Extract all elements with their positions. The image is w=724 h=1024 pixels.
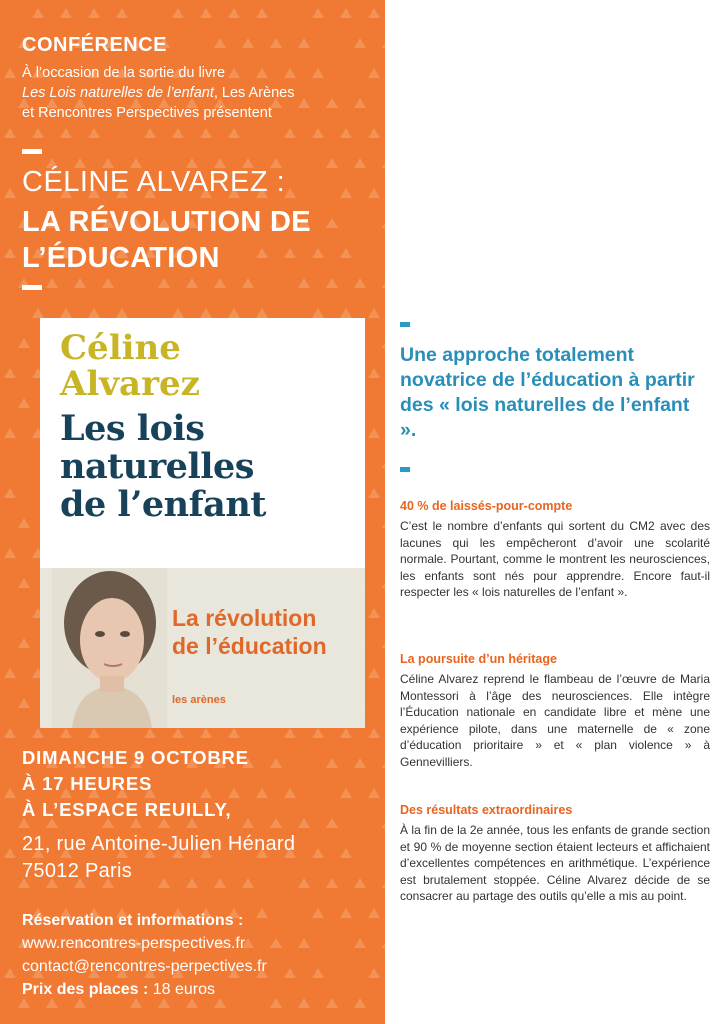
triangle-decoration xyxy=(382,158,385,168)
triangle-decoration xyxy=(102,278,114,288)
section-heading: La poursuite d’un héritage xyxy=(400,652,557,666)
triangle-decoration xyxy=(4,428,16,438)
portrait-image xyxy=(52,568,167,728)
triangle-decoration xyxy=(340,248,352,258)
triangle-decoration xyxy=(60,308,72,318)
triangle-decoration xyxy=(340,128,352,138)
book-author xyxy=(60,330,200,402)
price-value: 18 euros xyxy=(148,981,216,998)
triangle-decoration xyxy=(214,38,226,48)
triangle-decoration xyxy=(256,8,268,18)
triangle-decoration xyxy=(340,908,352,918)
triangle-decoration xyxy=(74,278,86,288)
triangle-decoration xyxy=(382,638,385,648)
triangle-decoration xyxy=(172,728,184,738)
triangle-decoration xyxy=(340,788,352,798)
book-subtitle xyxy=(172,604,327,660)
book-cover xyxy=(40,318,365,728)
triangle-decoration xyxy=(88,8,100,18)
triangle-decoration xyxy=(270,38,282,48)
triangle-decoration xyxy=(368,488,380,498)
triangle-decoration xyxy=(382,758,385,768)
triangle-decoration xyxy=(368,908,380,918)
price-label: Prix des places : xyxy=(22,981,149,998)
book-subtitle-line-1: La révolution xyxy=(172,605,317,631)
triangle-decoration xyxy=(368,608,380,618)
intro-text xyxy=(22,63,372,123)
triangle-decoration xyxy=(326,998,338,1008)
triangle-decoration xyxy=(158,278,170,288)
event-venue: À L’ESPACE REUILLY, xyxy=(22,799,232,820)
book-title-line-1: Les lois xyxy=(60,408,205,449)
triangle-decoration xyxy=(4,728,16,738)
triangle-decoration xyxy=(116,8,128,18)
event-address xyxy=(22,831,295,885)
triangle-decoration xyxy=(60,728,72,738)
triangle-decoration xyxy=(270,758,282,768)
triangle-decoration xyxy=(298,878,310,888)
triangle-decoration xyxy=(18,638,30,648)
triangle-decoration xyxy=(32,728,44,738)
triangle-decoration xyxy=(270,818,282,828)
triangle-decoration xyxy=(172,308,184,318)
triangle-decoration xyxy=(354,158,366,168)
triangle-decoration xyxy=(228,728,240,738)
triangle-decoration xyxy=(312,968,324,978)
triangle-decoration xyxy=(32,128,44,138)
intro-line-3: et Rencontres Perspectives présentent xyxy=(22,105,272,121)
triangle-decoration xyxy=(18,698,30,708)
triangle-decoration xyxy=(88,308,100,318)
triangle-decoration xyxy=(382,338,385,348)
triangle-decoration xyxy=(4,848,16,858)
triangle-decoration xyxy=(88,128,100,138)
triangle-decoration xyxy=(354,878,366,888)
address-street: 21, rue Antoine-Julien Hénard xyxy=(22,833,296,855)
triangle-decoration xyxy=(354,278,366,288)
intro-line-1: À l’occasion de la sortie du livre xyxy=(22,65,226,81)
triangle-decoration xyxy=(200,308,212,318)
book-title-line-3: de l’enfant xyxy=(60,484,266,525)
divider-top xyxy=(22,149,42,154)
right-divider-top xyxy=(400,322,410,327)
speaker-name: CÉLINE ALVAREZ : xyxy=(22,166,286,198)
triangle-decoration xyxy=(298,38,310,48)
intro-line-2: , Les Arènes xyxy=(213,85,295,101)
event-date xyxy=(22,745,249,823)
triangle-decoration xyxy=(172,128,184,138)
triangle-decoration xyxy=(200,728,212,738)
triangle-decoration xyxy=(340,8,352,18)
triangle-decoration xyxy=(144,728,156,738)
triangle-decoration xyxy=(340,848,352,858)
triangle-decoration xyxy=(326,158,338,168)
triangle-decoration xyxy=(284,128,296,138)
triangle-decoration xyxy=(172,8,184,18)
event-date-time: À 17 HEURES xyxy=(22,773,153,794)
triangle-decoration xyxy=(60,128,72,138)
triangle-decoration xyxy=(298,938,310,948)
section-text: Céline Alvarez reprend le flambeau de l’œuvre de Maria Montessori à l’âge des neurosciences. Elle intègre l’Éducation nationale en candidate libre et mène une expérience pilote, dans une maternelle de « zone d’éducation prioritaire » et « plan violence » à Gennevilliers. xyxy=(400,672,710,769)
event-title-line-2: L’ÉDUCATION xyxy=(22,242,220,274)
triangle-decoration xyxy=(382,578,385,588)
event-title xyxy=(22,204,311,276)
triangle-decoration xyxy=(4,548,16,558)
triangle-decoration xyxy=(32,8,44,18)
triangle-decoration xyxy=(18,398,30,408)
triangle-decoration xyxy=(284,968,296,978)
triangle-decoration xyxy=(270,998,282,1008)
triangle-decoration xyxy=(4,788,16,798)
triangle-decoration xyxy=(368,968,380,978)
address-city: 75012 Paris xyxy=(22,860,133,882)
triangle-decoration xyxy=(312,848,324,858)
triangle-decoration xyxy=(144,128,156,138)
triangle-decoration xyxy=(46,278,58,288)
triangle-decoration xyxy=(312,728,324,738)
section-text: À la fin de la 2e année, tous les enfants de grande section et 90 % de moyenne section étaient lecteurs et affichaient d’excellentes compétences en arithmétique. L’expérience est brutalement stoppée. Céline Alvarez décide de se consacrer au partage des outils qu’elle a mis au point. xyxy=(400,823,710,904)
triangle-decoration xyxy=(368,128,380,138)
triangle-decoration xyxy=(326,218,338,228)
triangle-decoration xyxy=(354,758,366,768)
headline: Une approche totalement novatrice de l’éducation à partir des « lois naturelles de l’enfant ». xyxy=(400,344,695,441)
triangle-decoration xyxy=(368,8,380,18)
triangle-decoration xyxy=(298,278,310,288)
triangle-decoration xyxy=(354,38,366,48)
triangle-decoration xyxy=(228,308,240,318)
section-text: C’est le nombre d’enfants qui sortent du CM2 avec des lacunes qui les empêcheront d’avoir une scolarité normale. Pourtant, comme le montrent les neurosciences, les enfants sont nés pour apprendre. Encore faut-il respecter les « lois naturelles de l’enfant ». xyxy=(400,519,710,600)
triangle-decoration xyxy=(298,998,310,1008)
triangle-decoration xyxy=(368,308,380,318)
conference-label: CONFÉRENCE xyxy=(22,34,168,56)
triangle-decoration xyxy=(4,668,16,678)
triangle-decoration xyxy=(340,728,352,738)
triangle-decoration xyxy=(200,128,212,138)
triangle-decoration xyxy=(4,188,16,198)
triangle-decoration xyxy=(382,878,385,888)
triangle-decoration xyxy=(312,128,324,138)
triangle-decoration xyxy=(312,308,324,318)
triangle-decoration xyxy=(382,278,385,288)
triangle-decoration xyxy=(382,458,385,468)
right-divider-bottom xyxy=(400,467,410,472)
triangle-decoration xyxy=(382,218,385,228)
triangle-decoration xyxy=(60,8,72,18)
triangle-decoration xyxy=(368,188,380,198)
triangle-decoration xyxy=(214,278,226,288)
triangle-decoration xyxy=(382,818,385,828)
email-link[interactable]: contact@rencontres-perpectives.fr xyxy=(22,958,267,975)
book-subtitle-line-2: de l’éducation xyxy=(172,633,327,659)
reservation-label: Réservation et informations : xyxy=(22,912,244,929)
triangle-decoration xyxy=(354,998,366,1008)
triangle-decoration xyxy=(326,758,338,768)
triangle-decoration xyxy=(256,308,268,318)
event-title-line-1: LA RÉVOLUTION DE xyxy=(22,206,311,238)
triangle-decoration xyxy=(284,188,296,198)
triangle-decoration xyxy=(32,308,44,318)
triangle-decoration xyxy=(228,128,240,138)
triangle-decoration xyxy=(18,518,30,528)
website-link[interactable]: www.rencontres-perspectives.fr xyxy=(22,935,246,952)
triangle-decoration xyxy=(242,278,254,288)
triangle-decoration xyxy=(368,368,380,378)
triangle-decoration xyxy=(18,338,30,348)
triangle-decoration xyxy=(298,818,310,828)
triangle-decoration xyxy=(368,668,380,678)
triangle-decoration xyxy=(312,8,324,18)
triangle-decoration xyxy=(4,488,16,498)
section-heading: 40 % de laissés-pour-compte xyxy=(400,499,573,513)
triangle-decoration xyxy=(354,938,366,948)
divider-bottom xyxy=(22,285,42,290)
section-heading: Des résultats extraordinaires xyxy=(400,803,573,817)
triangle-decoration xyxy=(340,188,352,198)
triangle-decoration xyxy=(18,578,30,588)
triangle-decoration xyxy=(382,38,385,48)
triangle-decoration xyxy=(284,788,296,798)
book-author-last: Alvarez xyxy=(60,364,200,404)
triangle-decoration xyxy=(326,278,338,288)
triangle-decoration xyxy=(186,278,198,288)
triangle-decoration xyxy=(312,248,324,258)
triangle-decoration xyxy=(256,788,268,798)
triangle-decoration xyxy=(284,728,296,738)
intro-book-title: Les Lois naturelles de l’enfant xyxy=(22,85,214,101)
triangle-decoration xyxy=(228,8,240,18)
triangle-decoration xyxy=(4,248,16,258)
triangle-decoration xyxy=(382,938,385,948)
triangle-decoration xyxy=(116,308,128,318)
triangle-decoration xyxy=(368,428,380,438)
publisher-logo: les arènes xyxy=(172,694,226,706)
triangle-decoration xyxy=(382,518,385,528)
triangle-decoration xyxy=(368,788,380,798)
triangle-decoration xyxy=(4,368,16,378)
book-author-first: Céline xyxy=(60,328,181,368)
triangle-decoration xyxy=(368,728,380,738)
triangle-decoration xyxy=(326,818,338,828)
triangle-decoration xyxy=(270,938,282,948)
reservation-info xyxy=(22,909,267,1001)
triangle-decoration xyxy=(242,38,254,48)
triangle-decoration xyxy=(326,878,338,888)
book-title-line-2: naturelles xyxy=(60,446,255,487)
triangle-decoration xyxy=(312,908,324,918)
triangle-decoration xyxy=(88,728,100,738)
triangle-decoration xyxy=(200,8,212,18)
triangle-decoration xyxy=(340,308,352,318)
event-date-day: DIMANCHE 9 OCTOBRE xyxy=(22,747,249,768)
triangle-decoration xyxy=(4,68,16,78)
triangle-decoration xyxy=(4,128,16,138)
book-title xyxy=(60,410,266,524)
triangle-decoration xyxy=(4,968,16,978)
